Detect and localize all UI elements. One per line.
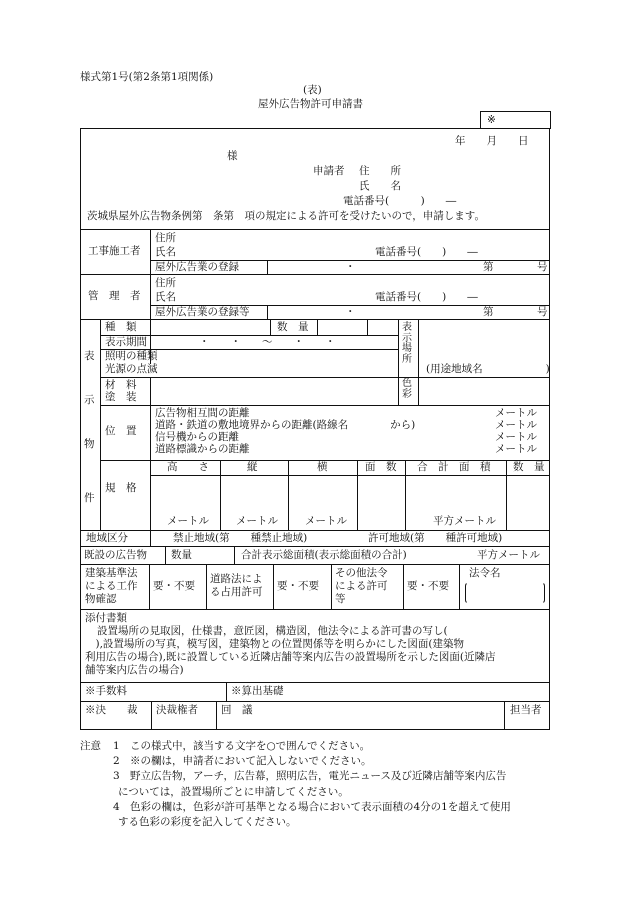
decision-label: ※決 裁 bbox=[85, 704, 138, 716]
application-statement: 茨城県屋外広告物条例第 条第 項の規定による許可を受けたいので，申請します。 bbox=[87, 210, 485, 222]
spec-horizontal-header: 横 bbox=[317, 461, 328, 473]
road-law-2: る占用許可 bbox=[210, 586, 263, 598]
place-label: 表示場所 bbox=[402, 322, 412, 365]
pos-item-2[interactable]: 道路・鉄道の敷地境界からの距離(路線名 から) bbox=[155, 419, 416, 431]
manager-registration-go: 号 bbox=[537, 306, 548, 318]
contractor-address-label: 住所 bbox=[155, 232, 176, 244]
pos-meter-1: メートル bbox=[495, 407, 537, 419]
fees-row[interactable] bbox=[80, 683, 550, 702]
law-name-label: 法令名 bbox=[469, 567, 501, 579]
spec-vertical-unit: メートル bbox=[236, 515, 278, 527]
attachments-line-3: 利用広告の場合),既に設置している近隣店舗等案内広告の設置場所を示した図面(近隣店 bbox=[85, 651, 496, 663]
form-number: 様式第1号(第2条第1項関係) bbox=[80, 71, 214, 83]
period-label: 表示期間 bbox=[105, 336, 147, 348]
period-value[interactable]: ・ ・ ～ ・ ・ bbox=[199, 336, 336, 348]
manager-name-label: 氏名 bbox=[155, 291, 176, 303]
material-label: 材 料 bbox=[105, 379, 137, 391]
existing-quantity-label: 数量 bbox=[171, 549, 192, 561]
application-form bbox=[80, 128, 550, 730]
note-text: ※の欄は，申請者において記入しないでください。 bbox=[130, 755, 372, 768]
basis-label: ※算出基礎 bbox=[231, 685, 284, 697]
pos-meter-2: メートル bbox=[495, 419, 537, 431]
contractor-block[interactable] bbox=[80, 230, 550, 275]
other-law-1: その他法令 bbox=[335, 567, 388, 579]
front-label: (表) bbox=[303, 84, 322, 96]
note-text: この様式中，該当する文字を○で囲んでください。 bbox=[130, 740, 371, 752]
spec-label: 規 格 bbox=[105, 482, 137, 494]
road-law-1: 道路法によ bbox=[210, 573, 263, 585]
form-title: 屋外広告物許可申請書 bbox=[258, 98, 363, 110]
other-need[interactable]: 要・不要 bbox=[407, 580, 449, 592]
note-text-cont: については，設置場所ごとに申請してください。 bbox=[118, 785, 349, 798]
side-char-4: 件 bbox=[84, 492, 95, 504]
authority-label: 決裁権者 bbox=[156, 704, 198, 716]
attachments-line-4: 舗等案内広告の場合) bbox=[85, 664, 184, 676]
applicant-phone[interactable]: 電話番号( ) ― bbox=[343, 195, 457, 207]
circulation-label: 回 議 bbox=[221, 704, 253, 716]
manager-registration-label: 屋外広告業の登録等 bbox=[155, 306, 250, 318]
display-article-block[interactable] bbox=[80, 320, 550, 531]
contractor-registration-label: 屋外広告業の登録 bbox=[155, 261, 239, 273]
prohibited-zone[interactable]: 禁止地域(第 種禁止地域) bbox=[173, 532, 308, 544]
manager-registration-dai: 第 bbox=[483, 306, 494, 318]
pos-item-4: 道路標識からの距離 bbox=[155, 443, 250, 455]
note-text-cont: する色彩の彩度を記入してください。 bbox=[118, 816, 297, 829]
pos-meter-4: メートル bbox=[495, 443, 537, 455]
attachments-line-1: 設置場所の見取図，仕様書，意匠図，構造図，他法令による許可書の写し( bbox=[97, 625, 448, 637]
spec-area-unit: 平方メートル bbox=[433, 515, 496, 527]
note-item bbox=[80, 754, 560, 769]
fee-label: ※手数料 bbox=[85, 685, 127, 697]
stamp-mark: ※ bbox=[487, 114, 496, 126]
kind-label: 種 類 bbox=[105, 321, 137, 333]
zone-label: 地域区分 bbox=[86, 532, 128, 544]
spec-height-header: 高 さ bbox=[167, 461, 209, 473]
note-number: 3 bbox=[113, 770, 120, 783]
lighting-label: 照明の種類 bbox=[105, 350, 158, 362]
pos-item-3: 信号機からの距離 bbox=[155, 431, 239, 443]
side-char-1: 表 bbox=[84, 350, 95, 362]
note-text: 野立広告物，アーチ，広告幕，照明広告，電光ニュース及び近隣店舗等案内広告 bbox=[130, 770, 507, 783]
spec-vertical-header: 縦 bbox=[247, 461, 258, 473]
color-label: 色彩 bbox=[402, 378, 412, 400]
spec-total-area-header: 合 計 面 積 bbox=[417, 461, 491, 473]
notes-label: 注意 bbox=[80, 740, 101, 752]
contractor-name-label: 氏名 bbox=[155, 246, 176, 258]
existing-total-label: 合計表示総面積(表示総面積の合計) bbox=[241, 549, 407, 561]
note-text: 色彩の欄は，色彩が許可基準となる場合において表示面積の4分の1を超えて使用 bbox=[130, 800, 511, 813]
existing-row[interactable] bbox=[80, 547, 550, 565]
manager-block[interactable] bbox=[80, 275, 550, 320]
coating-label: 塗 装 bbox=[105, 391, 137, 403]
decision-row[interactable] bbox=[80, 702, 550, 730]
law-name-field[interactable] bbox=[465, 582, 545, 604]
permitted-zone[interactable]: 許可地域(第 種許可地域) bbox=[368, 532, 503, 544]
existing-label: 既設の広告物 bbox=[84, 549, 147, 561]
other-law-3: 等 bbox=[335, 593, 346, 605]
addressee: 様 bbox=[227, 150, 238, 162]
building-law-2: による工作 bbox=[85, 580, 138, 592]
pos-meter-3: メートル bbox=[495, 431, 537, 443]
manager-registration-dot: ・ bbox=[345, 306, 356, 318]
existing-sqm: 平方メートル bbox=[477, 549, 540, 561]
building-law-3: 物確認 bbox=[85, 593, 117, 605]
note-number: 1 bbox=[113, 740, 120, 752]
contractor-registration-go: 号 bbox=[537, 261, 548, 273]
applicant-label: 申請者 bbox=[313, 165, 345, 177]
spec-horizontal-unit: メートル bbox=[305, 515, 347, 527]
contractor-registration-dot: ・ bbox=[345, 261, 356, 273]
zone-row[interactable] bbox=[80, 531, 550, 547]
contractor-label: 工事施工者 bbox=[88, 245, 141, 257]
date-field[interactable]: 年 月 日 bbox=[455, 135, 529, 147]
stamp-box[interactable] bbox=[480, 111, 551, 129]
manager-phone[interactable]: 電話番号( ) ― bbox=[375, 291, 478, 303]
manager-label: 管 理 者 bbox=[88, 290, 141, 302]
note-number: 4 bbox=[113, 800, 120, 813]
note-item bbox=[80, 769, 560, 799]
zone-name[interactable]: (用途地域名 ) bbox=[426, 363, 550, 375]
building-law-1: 建築基準法 bbox=[85, 567, 138, 579]
side-char-2: 示 bbox=[84, 394, 95, 406]
spec-faces-header: 面 数 bbox=[365, 461, 397, 473]
contractor-phone[interactable]: 電話番号( ) ― bbox=[375, 246, 478, 258]
quantity-label: 数 量 bbox=[277, 321, 309, 333]
attachments-block[interactable] bbox=[80, 610, 550, 683]
attachments-label: 添付書類 bbox=[85, 612, 127, 624]
manager-address-label: 住所 bbox=[155, 277, 176, 289]
position-label: 位 置 bbox=[105, 425, 137, 437]
applicant-address-label: 住 所 bbox=[359, 165, 401, 177]
other-law-2: による許可 bbox=[335, 580, 388, 592]
officer-label: 担当者 bbox=[510, 704, 542, 716]
road-need[interactable]: 要・不要 bbox=[277, 580, 319, 592]
building-need[interactable]: 要・不要 bbox=[153, 580, 195, 592]
applicant-name-label: 氏 名 bbox=[359, 180, 401, 192]
spec-height-unit: メートル bbox=[167, 515, 209, 527]
side-char-3: 物 bbox=[84, 438, 95, 450]
notes-section bbox=[80, 739, 560, 830]
note-item bbox=[80, 800, 560, 830]
attachments-line-2: ),設置場所の写真，模写図，建築物との位置関係等を明らかにした図面(建築物 bbox=[85, 638, 465, 650]
permits-row[interactable] bbox=[80, 565, 550, 610]
blinking-label: 光源の点滅 bbox=[105, 363, 158, 375]
pos-item-1: 広告物相互間の距離 bbox=[155, 407, 250, 419]
contractor-registration-dai: 第 bbox=[483, 261, 494, 273]
applicant-block[interactable] bbox=[80, 129, 550, 230]
note-item bbox=[80, 739, 560, 754]
spec-quantity-header: 数 量 bbox=[513, 461, 545, 473]
note-number: 2 bbox=[113, 755, 120, 768]
